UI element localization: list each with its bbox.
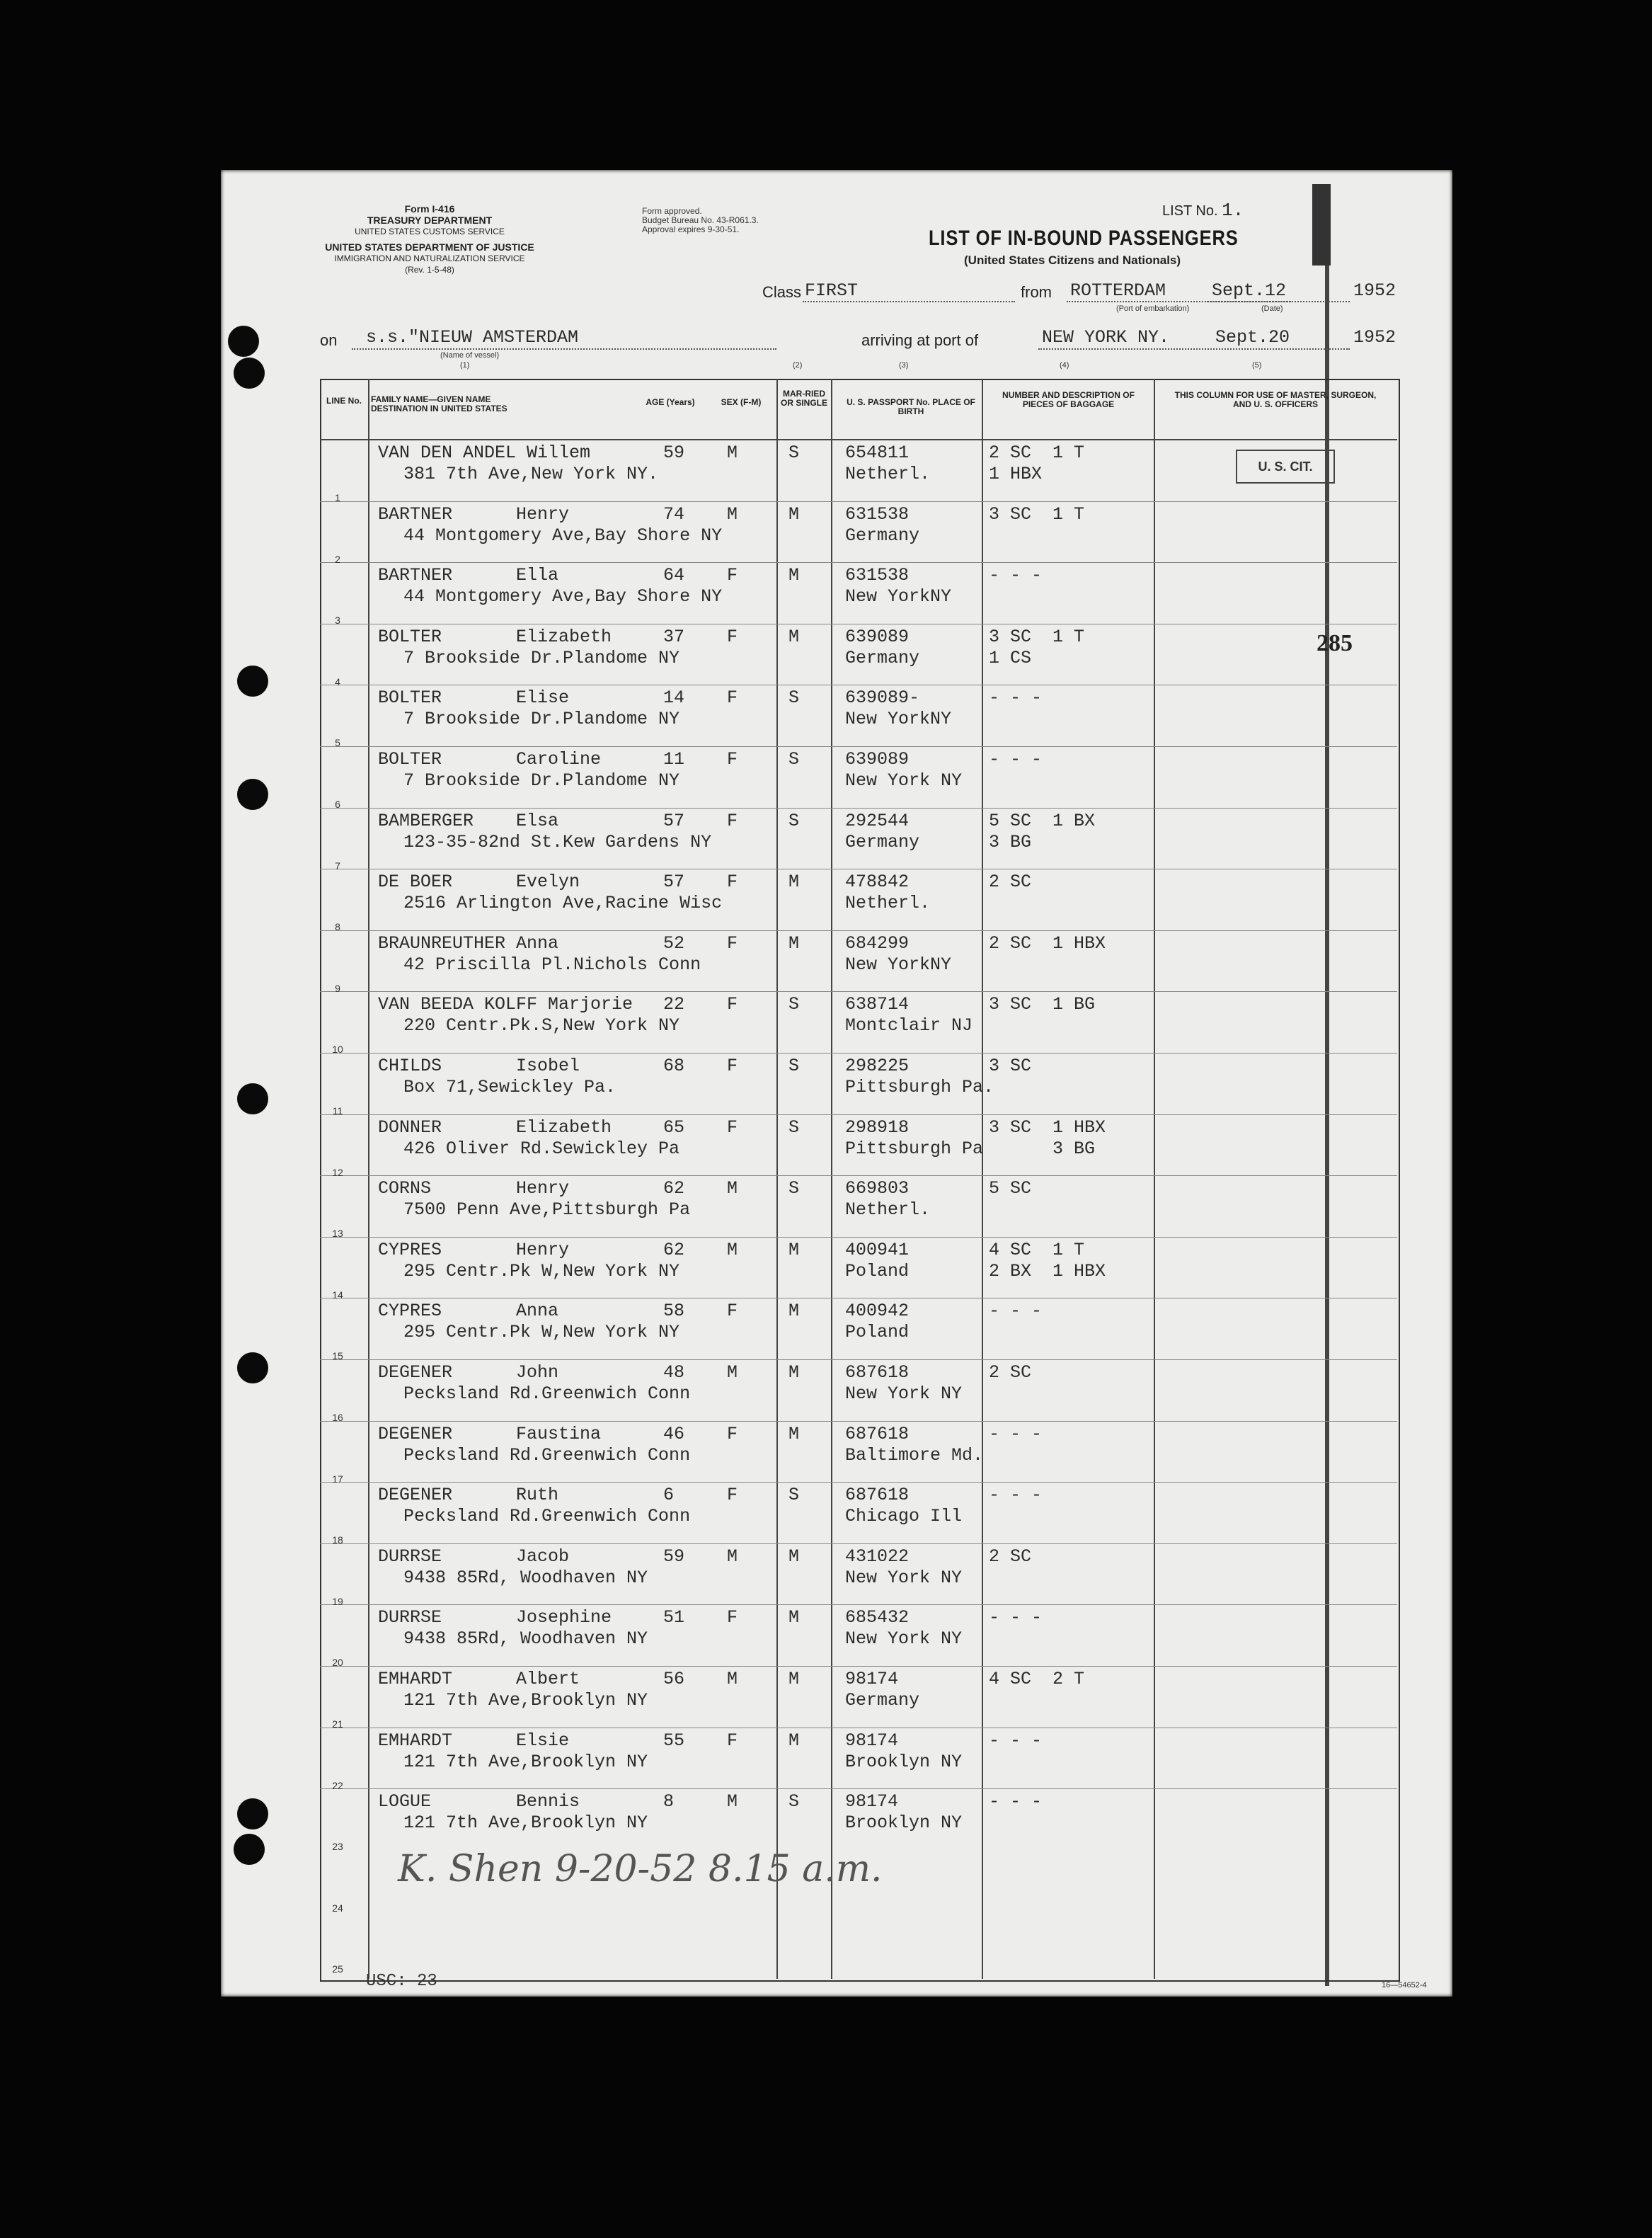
line-number: 4: [335, 675, 340, 687]
col-header-line: LINE No.: [326, 396, 362, 406]
passenger-age: 62: [663, 1239, 685, 1260]
line-number: 3: [335, 615, 340, 627]
arrival-year: 1952: [1353, 327, 1396, 348]
dept-immigration: IMMIGRATION AND NATURALIZATION SERVICE: [334, 253, 525, 263]
passenger-age: 55: [663, 1730, 685, 1751]
passenger-name: DEGENER Ruth: [378, 1485, 559, 1506]
col-divider-name: [776, 379, 778, 1979]
passport-number: 639089-: [845, 687, 920, 709]
passenger-sex: F: [727, 1301, 738, 1322]
footer-print-code: 16—54652-4: [1382, 1981, 1427, 1989]
passenger-marital-status: M: [788, 1607, 800, 1628]
date-underline: [1205, 301, 1350, 302]
passenger-age: 56: [663, 1669, 685, 1689]
passenger-age: 59: [663, 1546, 685, 1567]
approval-line-3: Approval expires 9-30-51.: [642, 224, 740, 234]
passenger-age: 57: [663, 810, 685, 831]
passenger-name: CHILDS Isobel: [378, 1056, 580, 1076]
col-divider-line: [368, 379, 369, 1979]
class-label: Class: [762, 283, 802, 301]
page-title: LIST OF IN-BOUND PASSENGERS: [929, 227, 1239, 250]
passenger-sex: F: [727, 1423, 738, 1444]
passenger-age: 68: [663, 1056, 685, 1076]
baggage-line-1: - - -: [989, 1423, 1043, 1444]
dept-treasury: TREASURY DEPARTMENT: [367, 215, 493, 226]
class-underline: [803, 301, 1015, 302]
destination-address: 426 Oliver Rd.Sewickley Pa: [403, 1138, 680, 1159]
passenger-marital-status: S: [788, 443, 800, 463]
passenger-sex: F: [727, 1117, 738, 1138]
list-number-label: LIST No.: [1162, 203, 1218, 219]
destination-address: Pecksland Rd.Greenwich Conn: [403, 1506, 691, 1527]
passenger-age: 58: [663, 1301, 685, 1322]
place-of-birth: Germany: [845, 831, 920, 852]
punch-hole: [234, 1834, 265, 1865]
line-number: 20: [332, 1657, 343, 1669]
passenger-age: 62: [663, 1178, 685, 1199]
destination-address: Box 71,Sewickley Pa.: [403, 1077, 616, 1097]
place-of-birth: Germany: [845, 525, 920, 546]
line-number: 2: [335, 553, 340, 565]
place-of-birth: New YorkNY: [845, 586, 952, 607]
destination-address: 295 Centr.Pk W,New York NY: [403, 1260, 680, 1281]
passenger-name: BOLTER Elizabeth: [378, 626, 612, 647]
row-divider: [320, 1482, 1397, 1483]
from-label: from: [1021, 283, 1052, 301]
line-number: 12: [332, 1166, 343, 1178]
passenger-marital-status: S: [788, 810, 800, 831]
passenger-name: DEGENER Faustina: [378, 1423, 602, 1444]
column-number-5: (5): [1252, 361, 1262, 370]
passenger-name: CYPRES Henry: [378, 1239, 570, 1260]
destination-address: 121 7th Ave,Brooklyn NY: [403, 1812, 648, 1834]
passport-number: 639089: [845, 626, 910, 647]
line-number: 7: [335, 860, 340, 872]
place-of-birth: Germany: [845, 1690, 920, 1711]
column-number-1: (1): [460, 361, 470, 370]
passport-number: 669803: [845, 1178, 910, 1199]
place-of-birth: Baltimore Md.: [845, 1444, 984, 1466]
row-divider: [320, 1175, 1397, 1176]
arriving-label: arriving at port of: [861, 331, 979, 349]
on-label: on: [320, 331, 338, 349]
row-divider: [320, 1788, 1397, 1789]
row-divider: [320, 501, 1397, 502]
passport-number: 684299: [845, 932, 910, 954]
passenger-age: 22: [663, 994, 685, 1015]
passenger-age: 6: [663, 1485, 675, 1506]
passenger-sex: F: [727, 872, 738, 893]
line-number: 6: [335, 799, 340, 810]
passenger-marital-status: M: [788, 1546, 800, 1567]
passport-number: 298918: [845, 1117, 910, 1138]
passenger-name: LOGUE Bennis: [378, 1791, 580, 1812]
form-number: Form I-416: [404, 203, 455, 215]
passenger-name: DURRSE Josephine: [378, 1607, 612, 1628]
passenger-sex: F: [727, 565, 738, 586]
punch-hole: [228, 326, 259, 357]
passport-number: 478842: [845, 872, 910, 893]
passenger-name: BOLTER Caroline: [378, 749, 602, 770]
punch-hole: [237, 666, 268, 697]
punch-hole: [234, 358, 265, 389]
row-divider: [320, 1053, 1397, 1054]
place-of-birth: New YorkNY: [845, 954, 952, 975]
approval-line-2: Budget Bureau No. 43-R061.3.: [642, 215, 759, 225]
baggage-line-1: 3 SC 1 T: [989, 503, 1085, 525]
passport-number: 292544: [845, 810, 910, 831]
place-of-birth: New York NY: [845, 1628, 963, 1650]
baggage-line-1: 2 SC: [989, 1546, 1032, 1567]
line-number: 11: [332, 1105, 343, 1117]
vessel-underline: [352, 348, 776, 350]
us-citizen-stamp: U. S. CIT.: [1236, 450, 1335, 484]
row-divider: [320, 1237, 1397, 1238]
passenger-sex: F: [727, 932, 738, 954]
document-page: [221, 170, 1452, 1997]
footer-usc-code: USC: 23: [366, 1972, 437, 1991]
line-number: 8: [335, 921, 340, 933]
passenger-name: EMHARDT Albert: [378, 1669, 580, 1689]
port-caption: (Port of embarkation): [1116, 304, 1190, 313]
col-header-name: FAMILY NAME—GIVEN NAME DESTINATION IN UNITED STATES: [371, 394, 507, 413]
destination-address: 121 7th Ave,Brooklyn NY: [403, 1690, 648, 1711]
baggage-line-1: - - -: [989, 1485, 1043, 1506]
line-number: 18: [332, 1534, 343, 1546]
passport-number: 687618: [845, 1485, 910, 1506]
line-number: 1: [335, 492, 340, 503]
place-of-birth: Chicago Ill: [845, 1506, 963, 1527]
passenger-marital-status: M: [788, 1362, 800, 1383]
destination-address: 7 Brookside Dr.Plandome NY: [403, 770, 680, 791]
place-of-birth: New York NY: [845, 1567, 963, 1588]
baggage-line-2: 3 BG: [989, 1138, 1096, 1159]
passenger-marital-status: S: [788, 1791, 800, 1812]
passport-number: 98174: [845, 1669, 899, 1689]
passport-number: 98174: [845, 1791, 899, 1812]
passenger-age: 52: [663, 932, 685, 954]
column-number-3: (3): [899, 361, 909, 370]
passenger-age: 51: [663, 1607, 685, 1628]
col-divider-baggage: [1154, 379, 1155, 1979]
baggage-line-1: 4 SC 2 T: [989, 1669, 1085, 1689]
destination-address: 381 7th Ave,New York NY.: [403, 464, 659, 484]
place-of-birth: New YorkNY: [845, 709, 952, 730]
document-edge-tab: [1312, 184, 1331, 266]
line-number: 17: [332, 1473, 343, 1485]
date-caption: (Date): [1261, 304, 1283, 313]
baggage-line-1: 3 SC 1 T: [989, 626, 1085, 647]
place-of-birth: New York NY: [845, 770, 963, 791]
col-divider-passport: [982, 379, 983, 1979]
destination-address: 121 7th Ave,Brooklyn NY: [403, 1751, 648, 1772]
baggage-line-1: 3 SC 1 BG: [989, 994, 1096, 1015]
passenger-marital-status: S: [788, 749, 800, 770]
baggage-line-2: 1 CS: [989, 647, 1032, 668]
row-divider: [320, 1359, 1397, 1360]
col-divider-marital: [831, 379, 832, 1979]
destination-address: 44 Montgomery Ave,Bay Shore NY: [403, 525, 723, 546]
passenger-sex: F: [727, 626, 738, 647]
passenger-name: BARTNER Ella: [378, 565, 559, 586]
destination-address: 123-35-82nd St.Kew Gardens NY: [403, 831, 712, 852]
baggage-line-1: - - -: [989, 749, 1043, 770]
passenger-marital-status: M: [788, 1669, 800, 1689]
passenger-marital-status: M: [788, 932, 800, 954]
baggage-line-1: 3 SC 1 HBX: [989, 1117, 1106, 1138]
line-number: 16: [332, 1412, 343, 1423]
line-number: 19: [332, 1595, 343, 1607]
col-header-passport: U. S. PASSPORT No. PLACE OF BIRTH: [847, 397, 975, 416]
passenger-age: 14: [663, 687, 685, 709]
passenger-sex: F: [727, 1730, 738, 1751]
baggage-line-2: 2 BX 1 HBX: [989, 1260, 1106, 1281]
passenger-marital-status: M: [788, 1301, 800, 1322]
passenger-name: DEGENER John: [378, 1362, 559, 1383]
row-divider: [320, 808, 1397, 809]
baggage-line-1: 2 SC: [989, 1362, 1032, 1383]
passenger-sex: F: [727, 1056, 738, 1076]
passenger-name: BARTNER Henry: [378, 503, 570, 525]
place-of-birth: Brooklyn NY: [845, 1751, 963, 1772]
passenger-sex: M: [727, 1791, 738, 1812]
passenger-sex: F: [727, 1607, 738, 1628]
line-number: 25: [332, 1963, 343, 1975]
row-divider: [320, 1604, 1397, 1605]
line-number: 24: [332, 1902, 343, 1914]
passenger-sex: F: [727, 810, 738, 831]
destination-address: 9438 85Rd, Woodhaven NY: [403, 1628, 648, 1650]
passenger-age: 64: [663, 565, 685, 586]
row-divider: [320, 1666, 1397, 1667]
place-of-birth: Brooklyn NY: [845, 1812, 963, 1834]
line-number: 15: [332, 1350, 343, 1362]
passport-number: 685432: [845, 1607, 910, 1628]
col-header-age: AGE (Years): [646, 397, 695, 407]
baggage-line-1: 3 SC: [989, 1056, 1032, 1076]
row-divider: [320, 1543, 1397, 1544]
baggage-line-1: 5 SC: [989, 1178, 1032, 1199]
arrival-date: Sept.20: [1215, 327, 1290, 348]
baggage-line-2: 3 BG: [989, 831, 1032, 852]
class-value: FIRST: [805, 280, 859, 301]
destination-address: 7 Brookside Dr.Plandome NY: [403, 647, 680, 668]
list-number: [1162, 200, 1244, 221]
passenger-age: 57: [663, 872, 685, 893]
passport-number: 687618: [845, 1362, 910, 1383]
line-number: 5: [335, 737, 340, 749]
passport-number: 639089: [845, 749, 910, 770]
col-header-officers: THIS COLUMN FOR USE OF MASTER, SURGEON, AND U. S. OFFICERS: [1174, 390, 1377, 409]
baggage-line-2: 1 HBX: [989, 464, 1043, 484]
passenger-marital-status: S: [788, 1485, 800, 1506]
passenger-sex: M: [727, 1362, 738, 1383]
passport-number: 631538: [845, 503, 910, 525]
handwritten-signature: K. Shen 9-20-52 8.15 a.m.: [398, 1848, 883, 1890]
departure-date: Sept.12: [1212, 280, 1287, 301]
punch-hole: [237, 1083, 268, 1114]
line-number: 9: [335, 982, 340, 994]
baggage-line-1: 4 SC 1 T: [989, 1239, 1085, 1260]
port-of-embarkation: ROTTERDAM: [1070, 280, 1166, 301]
passenger-sex: F: [727, 994, 738, 1015]
destination-address: 7 Brookside Dr.Plandome NY: [403, 709, 680, 730]
passenger-age: 48: [663, 1362, 685, 1383]
passenger-name: BRAUNREUTHER Anna: [378, 932, 559, 954]
passenger-name: EMHARDT Elsie: [378, 1730, 570, 1751]
line-number: 23: [332, 1841, 343, 1853]
passenger-marital-status: M: [788, 503, 800, 525]
column-number-4: (4): [1060, 361, 1069, 370]
passport-number: 98174: [845, 1730, 899, 1751]
passenger-name: VAN BEEDA KOLFF Marjorie: [378, 994, 633, 1015]
passenger-sex: F: [727, 749, 738, 770]
place-of-birth: Pittsburgh Pa: [845, 1138, 984, 1159]
passenger-age: 74: [663, 503, 685, 525]
passenger-sex: F: [727, 687, 738, 709]
passenger-sex: M: [727, 443, 738, 463]
punch-hole: [237, 779, 268, 810]
passenger-sex: M: [727, 1669, 738, 1689]
departure-year: 1952: [1353, 280, 1396, 301]
passenger-age: 65: [663, 1117, 685, 1138]
baggage-line-1: - - -: [989, 1607, 1043, 1628]
destination-address: 220 Centr.Pk.S,New York NY: [403, 1015, 680, 1037]
passenger-age: 59: [663, 443, 685, 463]
arrival-underline: [1038, 348, 1350, 350]
row-divider: [320, 562, 1397, 563]
passport-number: 400941: [845, 1239, 910, 1260]
passenger-name: DURRSE Jacob: [378, 1546, 570, 1567]
line-number: 21: [332, 1718, 343, 1730]
place-of-birth: Pittsburgh Pa.: [845, 1077, 994, 1097]
handwritten-number: 285: [1317, 630, 1353, 656]
row-divider: [320, 1114, 1397, 1115]
passenger-age: 11: [663, 749, 685, 770]
arrival-port: NEW YORK NY.: [1042, 327, 1170, 348]
destination-address: 7500 Penn Ave,Pittsburgh Pa: [403, 1199, 691, 1221]
place-of-birth: Netherl.: [845, 464, 931, 484]
passenger-name: CORNS Henry: [378, 1178, 570, 1199]
line-number: 10: [332, 1044, 343, 1056]
baggage-line-1: 5 SC 1 BX: [989, 810, 1096, 831]
baggage-line-1: - - -: [989, 687, 1043, 709]
place-of-birth: Poland: [845, 1260, 910, 1281]
place-of-birth: Netherl.: [845, 893, 931, 914]
destination-address: 295 Centr.Pk W,New York NY: [403, 1322, 680, 1343]
approval-line-1: Form approved.: [642, 206, 702, 216]
line-number: 13: [332, 1228, 343, 1240]
passport-number: 654811: [845, 443, 910, 463]
col-header-sex: SEX (F-M): [721, 397, 762, 407]
passenger-marital-status: M: [788, 565, 800, 586]
passenger-name: CYPRES Anna: [378, 1301, 559, 1322]
col-header-baggage: NUMBER AND DESCRIPTION OF PIECES OF BAGGAGE: [1002, 390, 1135, 409]
passenger-marital-status: M: [788, 626, 800, 647]
header-row-divider: [320, 439, 1397, 440]
punch-hole: [237, 1352, 268, 1383]
passport-number: 631538: [845, 565, 910, 586]
passenger-marital-status: M: [788, 872, 800, 893]
passport-number: 400942: [845, 1301, 910, 1322]
baggage-line-1: - - -: [989, 1730, 1043, 1751]
destination-address: 44 Montgomery Ave,Bay Shore NY: [403, 586, 723, 607]
destination-address: 42 Priscilla Pl.Nichols Conn: [403, 954, 701, 975]
destination-address: 9438 85Rd, Woodhaven NY: [403, 1567, 648, 1588]
baggage-line-1: - - -: [989, 1301, 1043, 1322]
row-divider: [320, 930, 1397, 931]
passenger-marital-status: S: [788, 687, 800, 709]
place-of-birth: New York NY: [845, 1383, 963, 1404]
row-divider: [320, 1421, 1397, 1422]
column-number-2: (2): [793, 361, 803, 370]
place-of-birth: Germany: [845, 647, 920, 668]
row-divider: [320, 991, 1397, 992]
col-header-married: MAR-RIED OR SINGLE: [780, 389, 827, 408]
place-of-birth: Netherl.: [845, 1199, 931, 1221]
destination-address: Pecksland Rd.Greenwich Conn: [403, 1444, 691, 1466]
dept-justice: UNITED STATES DEPARTMENT OF JUSTICE: [325, 241, 534, 253]
passenger-marital-status: M: [788, 1730, 800, 1751]
vessel-caption: (Name of vessel): [440, 351, 500, 360]
passenger-name: BOLTER Elise: [378, 687, 570, 709]
passport-number: 687618: [845, 1423, 910, 1444]
passenger-marital-status: M: [788, 1423, 800, 1444]
approval-block: [642, 207, 759, 234]
dept-customs: UNITED STATES CUSTOMS SERVICE: [355, 227, 505, 236]
row-divider: [320, 746, 1397, 747]
passenger-name: VAN DEN ANDEL Willem: [378, 443, 591, 463]
baggage-line-1: 2 SC: [989, 872, 1032, 893]
passenger-sex: M: [727, 1178, 738, 1199]
baggage-line-1: - - -: [989, 1791, 1043, 1812]
passenger-name: DONNER Elizabeth: [378, 1117, 612, 1138]
passenger-name: BAMBERGER Elsa: [378, 810, 559, 831]
passenger-sex: F: [727, 1485, 738, 1506]
passenger-marital-status: S: [788, 1178, 800, 1199]
destination-address: 2516 Arlington Ave,Racine Wisc: [403, 893, 723, 914]
baggage-line-1: 2 SC 1 HBX: [989, 932, 1106, 954]
passenger-age: 37: [663, 626, 685, 647]
vessel-name: s.s."NIEUW AMSTERDAM: [366, 327, 579, 348]
line-number: 22: [332, 1779, 343, 1791]
passport-number: 638714: [845, 994, 910, 1015]
baggage-line-1: 2 SC 1 T: [989, 443, 1085, 463]
passenger-marital-status: S: [788, 1117, 800, 1138]
passenger-age: 46: [663, 1423, 685, 1444]
destination-address: Pecksland Rd.Greenwich Conn: [403, 1383, 691, 1404]
passenger-marital-status: S: [788, 1056, 800, 1076]
passport-number: 298225: [845, 1056, 910, 1076]
passenger-sex: M: [727, 1239, 738, 1260]
passenger-age: 8: [663, 1791, 675, 1812]
place-of-birth: Poland: [845, 1322, 910, 1343]
place-of-birth: Montclair NJ: [845, 1015, 973, 1037]
passenger-sex: M: [727, 503, 738, 525]
baggage-line-1: - - -: [989, 565, 1043, 586]
passport-number: 431022: [845, 1546, 910, 1567]
list-number-value: 1.: [1222, 200, 1244, 221]
passenger-marital-status: S: [788, 994, 800, 1015]
page-subtitle: (United States Citizens and Nationals): [964, 253, 1181, 267]
form-revision: (Rev. 1-5-48): [405, 265, 454, 275]
passenger-name: DE BOER Evelyn: [378, 872, 580, 893]
passenger-marital-status: M: [788, 1239, 800, 1260]
passenger-sex: M: [727, 1546, 738, 1567]
punch-hole: [237, 1798, 268, 1829]
line-number: 14: [332, 1289, 343, 1301]
